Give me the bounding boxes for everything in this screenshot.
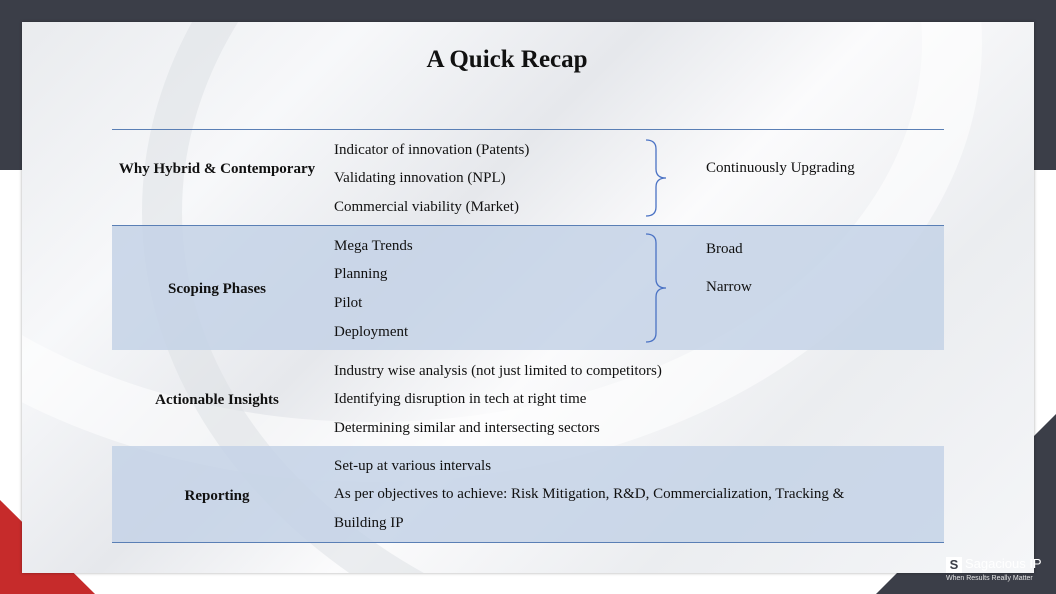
row-label: Reporting: [184, 488, 250, 504]
table-row: [112, 129, 944, 225]
right-brace-icon: [644, 233, 680, 343]
row-label: Scoping Phases: [168, 281, 266, 297]
side-note: Broad: [706, 241, 743, 257]
list-item: Determining similar and intersecting sectors: [334, 420, 600, 436]
list-item: Set-up at various intervals: [334, 458, 492, 474]
list-item: Indicator of innovation (Patents): [334, 142, 530, 158]
logo-tagline: When Results Really Matter: [946, 575, 1033, 582]
recap-table: [112, 129, 944, 543]
list-item: Mega Trends: [334, 238, 413, 254]
table-row: [112, 350, 944, 446]
list-item: Commercial viability (Market): [334, 199, 519, 215]
table-row: [112, 225, 944, 350]
list-item: Pilot: [334, 295, 363, 311]
side-note: Continuously Upgrading: [706, 160, 855, 176]
slide-card: [22, 22, 1034, 573]
company-logo: [946, 556, 1056, 586]
list-item: Building IP: [334, 515, 404, 531]
side-note: Narrow: [706, 279, 752, 295]
table-row: [112, 446, 944, 543]
row-label: Actionable Insights: [155, 392, 279, 408]
list-item: Planning: [334, 266, 388, 282]
logo-name: Sagacious IP: [965, 556, 1042, 571]
slide-title: A Quick Recap: [426, 46, 588, 73]
list-item: Validating innovation (NPL): [334, 170, 506, 186]
right-brace-icon: [644, 139, 680, 217]
list-item: As per objectives to achieve: Risk Mitigation, R&D, Commercialization, Tracking &: [334, 486, 845, 502]
list-item: Identifying disruption in tech at right time: [334, 391, 587, 407]
logo-mark-icon: S: [946, 557, 962, 573]
list-item: Deployment: [334, 324, 409, 340]
row-label: Why Hybrid & Contemporary: [118, 161, 316, 177]
list-item: Industry wise analysis (not just limited to competitors): [334, 363, 662, 379]
